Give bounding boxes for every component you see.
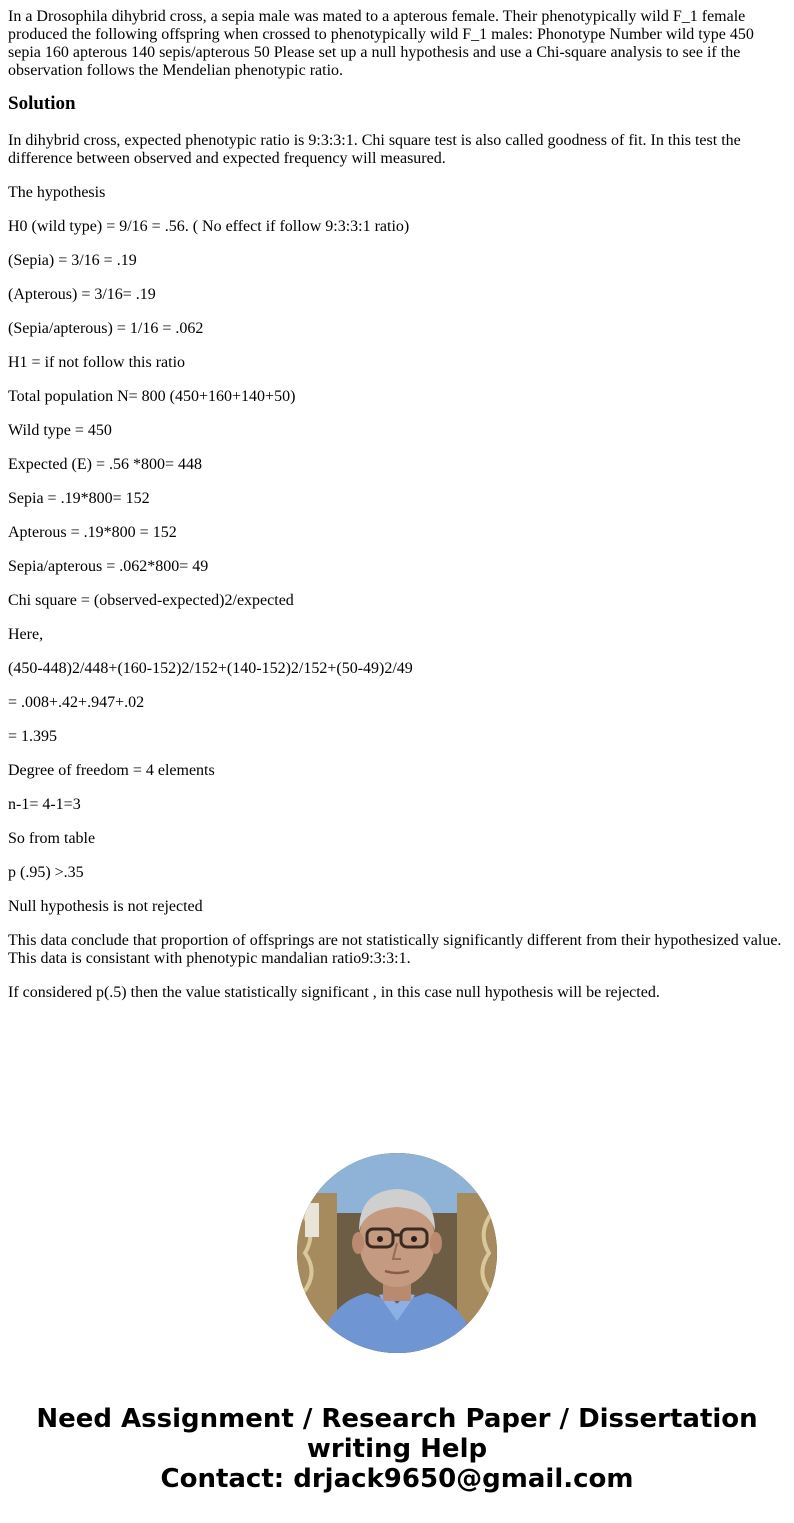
solution-line: Total population N= 800 (450+160+140+50) (8, 388, 296, 405)
document-body (8, 8, 786, 1018)
solution-line: Sepia = .19*800= 152 (8, 490, 150, 507)
solution-line: The hypothesis (8, 184, 106, 201)
solution-line: Apterous = .19*800 = 152 (8, 524, 177, 541)
solution-line: (Sepia) = 3/16 = .19 (8, 252, 137, 269)
banner-contact-line: Contact: drjack9650@gmail.com (160, 1464, 634, 1494)
solution-line: (Apterous) = 3/16= .19 (8, 286, 156, 303)
author-photo (297, 1153, 497, 1353)
solution-line: This data conclude that proportion of offsprings are not statistically significantly different from their hypothesized value. This data is consistant with phenotypic mandalian ratio9:3:3:1. (8, 932, 782, 967)
solution-line: = 1.395 (8, 728, 58, 745)
solution-line: If considered p(.5) then the value statistically significant , in this case null hypothesis will be rejected. (8, 984, 660, 1001)
banner-line-2: writing Help (306, 1434, 488, 1464)
solution-line: In dihybrid cross, expected phenotypic ratio is 9:3:3:1. Chi square test is also called goodness of fit. In this test the difference between observed and expected frequency will measured. (8, 132, 741, 167)
solution-line: = .008+.42+.947+.02 (8, 694, 145, 711)
solution-line: n-1= 4-1=3 (8, 796, 81, 813)
solution-line: H0 (wild type) = 9/16 = .56. ( No effect if follow 9:3:3:1 ratio) (8, 218, 410, 235)
solution-line: Chi square = (observed-expected)2/expected (8, 592, 294, 609)
solution-line: H1 = if not follow this ratio (8, 354, 186, 371)
solution-line: (Sepia/apterous) = 1/16 = .062 (8, 320, 204, 337)
solution-line: Expected (E) = .56 *800= 448 (8, 456, 202, 473)
portrait-illustration (297, 1153, 497, 1353)
solution-heading: Solution (8, 93, 76, 114)
solution-line: Null hypothesis is not rejected (8, 898, 203, 915)
banner-line-1: Need Assignment / Research Paper / Dissertation (36, 1404, 758, 1434)
solution-line: (450-448)2/448+(160-152)2/152+(140-152)2/152+(50-49)2/49 (8, 660, 413, 677)
solution-line: Degree of freedom = 4 elements (8, 762, 215, 779)
solution-line: Here, (8, 626, 44, 643)
solution-line: Wild type = 450 (8, 422, 112, 439)
solution-line: p (.95) >.35 (8, 864, 84, 881)
solution-body (8, 132, 786, 1002)
solution-line: So from table (8, 830, 96, 847)
solution-line: Sepia/apterous = .062*800= 49 (8, 558, 209, 575)
question-text: In a Drosophila dihybrid cross, a sepia male was mated to a apterous female. Their phenotypically wild F_1 female produced the following offspring when crossed to phenotypically wild F_1 males: Phonotype Number wild type 450 sepia 160 apterous 140 sepis/apterous 50 Please set up a null hypothesis and use a Chi-square analysis to see if the observation follows the Mendelian phenotypic ratio. (8, 8, 754, 79)
contact-banner (0, 1404, 794, 1494)
